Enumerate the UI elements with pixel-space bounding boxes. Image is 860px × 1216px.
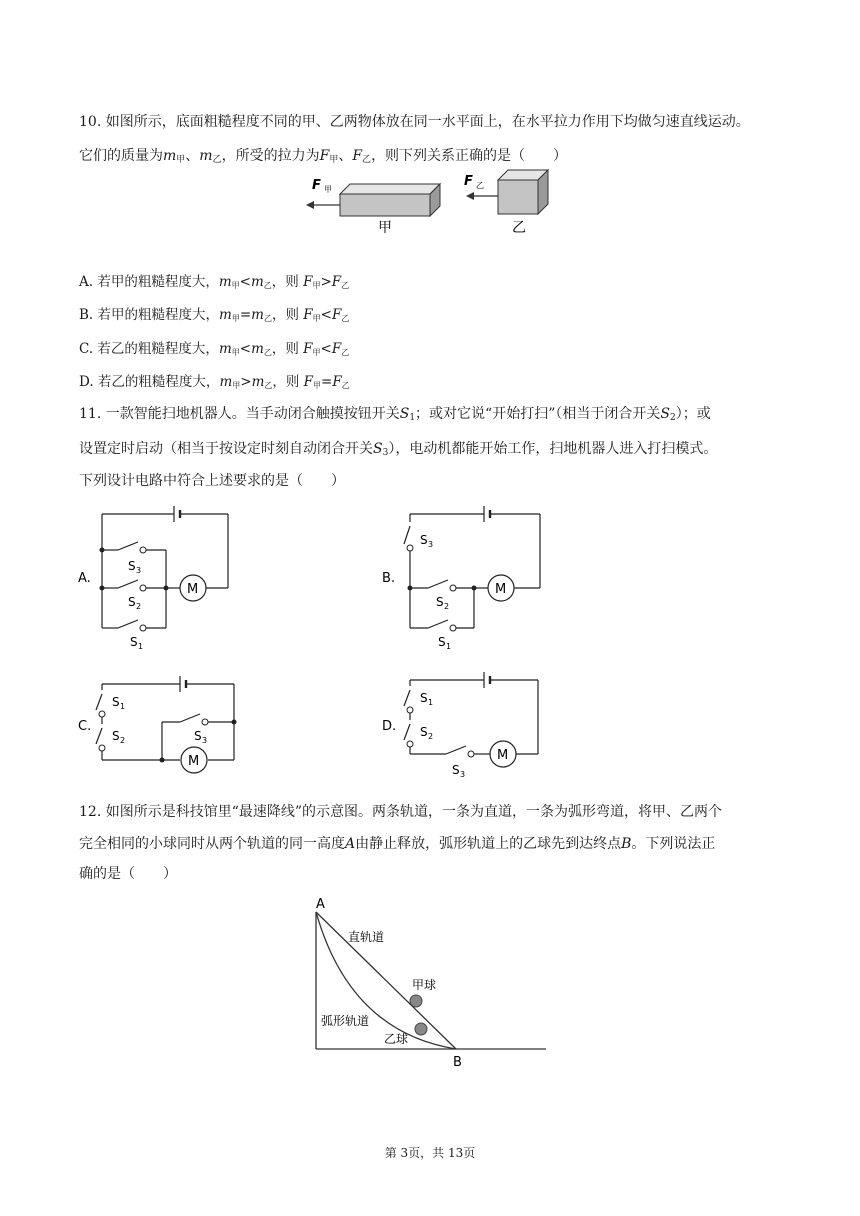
svg-text:S: S xyxy=(128,559,136,573)
force-yi-label: F xyxy=(464,174,473,189)
svg-text:S: S xyxy=(194,729,202,743)
svg-text:M: M xyxy=(187,582,199,597)
svg-text:3: 3 xyxy=(428,540,434,549)
q10-line-1: 10. 如图所示，底面粗糙程度不同的甲、乙两物体放在同一水平面上，在水平拉力作用下均做匀速直线运动。 xyxy=(79,114,750,130)
q11-line-1: 11. 一款智能扫地机器人。当手动闭合触摸按钮开关$S_1$；或对它说“开始打扫”（相当于闭合开关$S_2$）；或 xyxy=(79,406,711,423)
straight-track-label: 直轨道 xyxy=(348,930,385,944)
force-jia-label: F xyxy=(312,178,321,193)
svg-text:M: M xyxy=(188,754,200,769)
svg-text:3: 3 xyxy=(136,566,142,575)
circuit-b-label: B. xyxy=(382,571,396,586)
svg-text:2: 2 xyxy=(428,732,434,741)
svg-text:1: 1 xyxy=(428,698,434,707)
svg-text:S: S xyxy=(112,729,120,743)
q10-blocks-figure xyxy=(300,168,560,240)
svg-text:S: S xyxy=(420,725,428,739)
circuit-c-label: C. xyxy=(78,719,92,734)
circuit-a-label: A. xyxy=(78,571,91,586)
ball-jia-label: 甲球 xyxy=(412,978,437,992)
svg-text:S: S xyxy=(436,595,444,609)
q10-option-b[interactable]: B. 若甲的粗糙程度大，$m_甲=m_乙$，则 $F_甲<F_乙$ xyxy=(79,307,350,323)
svg-text:S: S xyxy=(112,695,120,709)
svg-text:2: 2 xyxy=(444,602,450,611)
q11-line-2: 设置定时启动（相当于按设定时刻自动闭合开关$S_3$），电动机都能开始工作，扫地机器人进入打扫模式。 xyxy=(79,441,718,458)
q12-track-figure xyxy=(300,892,554,1072)
svg-text:S: S xyxy=(452,763,460,777)
circuit-b[interactable] xyxy=(380,502,550,654)
svg-text:S: S xyxy=(130,635,138,649)
curved-track-label: 弧形轨道 xyxy=(321,1014,370,1028)
q12-line-3: 确的是（ ） xyxy=(79,866,177,882)
point-b-label: B xyxy=(453,1055,462,1070)
svg-text:M: M xyxy=(495,582,507,597)
q10-option-a[interactable]: A. 若甲的粗糙程度大，$m_甲<m_乙$，则 $F_甲>F_乙$ xyxy=(79,274,350,290)
svg-text:M: M xyxy=(497,748,509,763)
svg-text:3: 3 xyxy=(460,770,466,779)
q11-line-3: 下列设计电路中符合上述要求的是（ ） xyxy=(79,473,345,489)
svg-text:3: 3 xyxy=(202,736,208,745)
svg-text:S: S xyxy=(420,691,428,705)
svg-text:1: 1 xyxy=(446,642,452,651)
q12-line-2: 完全相同的小球同时从两个轨道的同一高度A由静止释放，弧形轨道上的乙球先到达终点B。下列说法正 xyxy=(79,836,716,852)
point-a-label: A xyxy=(316,897,325,912)
svg-text:2: 2 xyxy=(136,602,142,611)
page-footer: 第 3页，共 13页 xyxy=(384,1146,476,1160)
q10-option-c[interactable]: C. 若乙的粗糙程度大，$m_甲<m_乙$，则 $F_甲<F_乙$ xyxy=(79,341,350,357)
q10-option-d[interactable]: D. 若乙的粗糙程度大，$m_甲>m_乙$，则 $F_甲=F_乙$ xyxy=(79,374,350,390)
svg-text:2: 2 xyxy=(120,736,126,745)
circuit-a[interactable] xyxy=(76,502,246,654)
svg-text:甲: 甲 xyxy=(324,185,332,194)
svg-text:乙: 乙 xyxy=(476,181,484,190)
svg-text:S: S xyxy=(128,595,136,609)
block-jia-label: 甲 xyxy=(378,220,392,236)
svg-text:S: S xyxy=(438,635,446,649)
circuit-c[interactable] xyxy=(76,672,246,782)
circuit-d-label: D. xyxy=(382,719,397,734)
q12-line-1: 12. 如图所示是科技馆里“最速降线”的示意图。两条轨道，一条为直道，一条为弧形弯道，将甲、乙两个 xyxy=(79,804,723,820)
q10-line-2: 它们的质量为$m_甲$、$m_乙$，所受的拉力为$F_甲$、$F_乙$，则下列关系正确的是（ ） xyxy=(79,148,568,165)
circuit-d[interactable] xyxy=(380,668,550,784)
svg-text:1: 1 xyxy=(120,702,126,711)
svg-text:S: S xyxy=(420,533,428,547)
ball-yi-label: 乙球 xyxy=(384,1032,409,1046)
svg-text:1: 1 xyxy=(138,642,144,651)
block-yi-label: 乙 xyxy=(512,220,526,236)
